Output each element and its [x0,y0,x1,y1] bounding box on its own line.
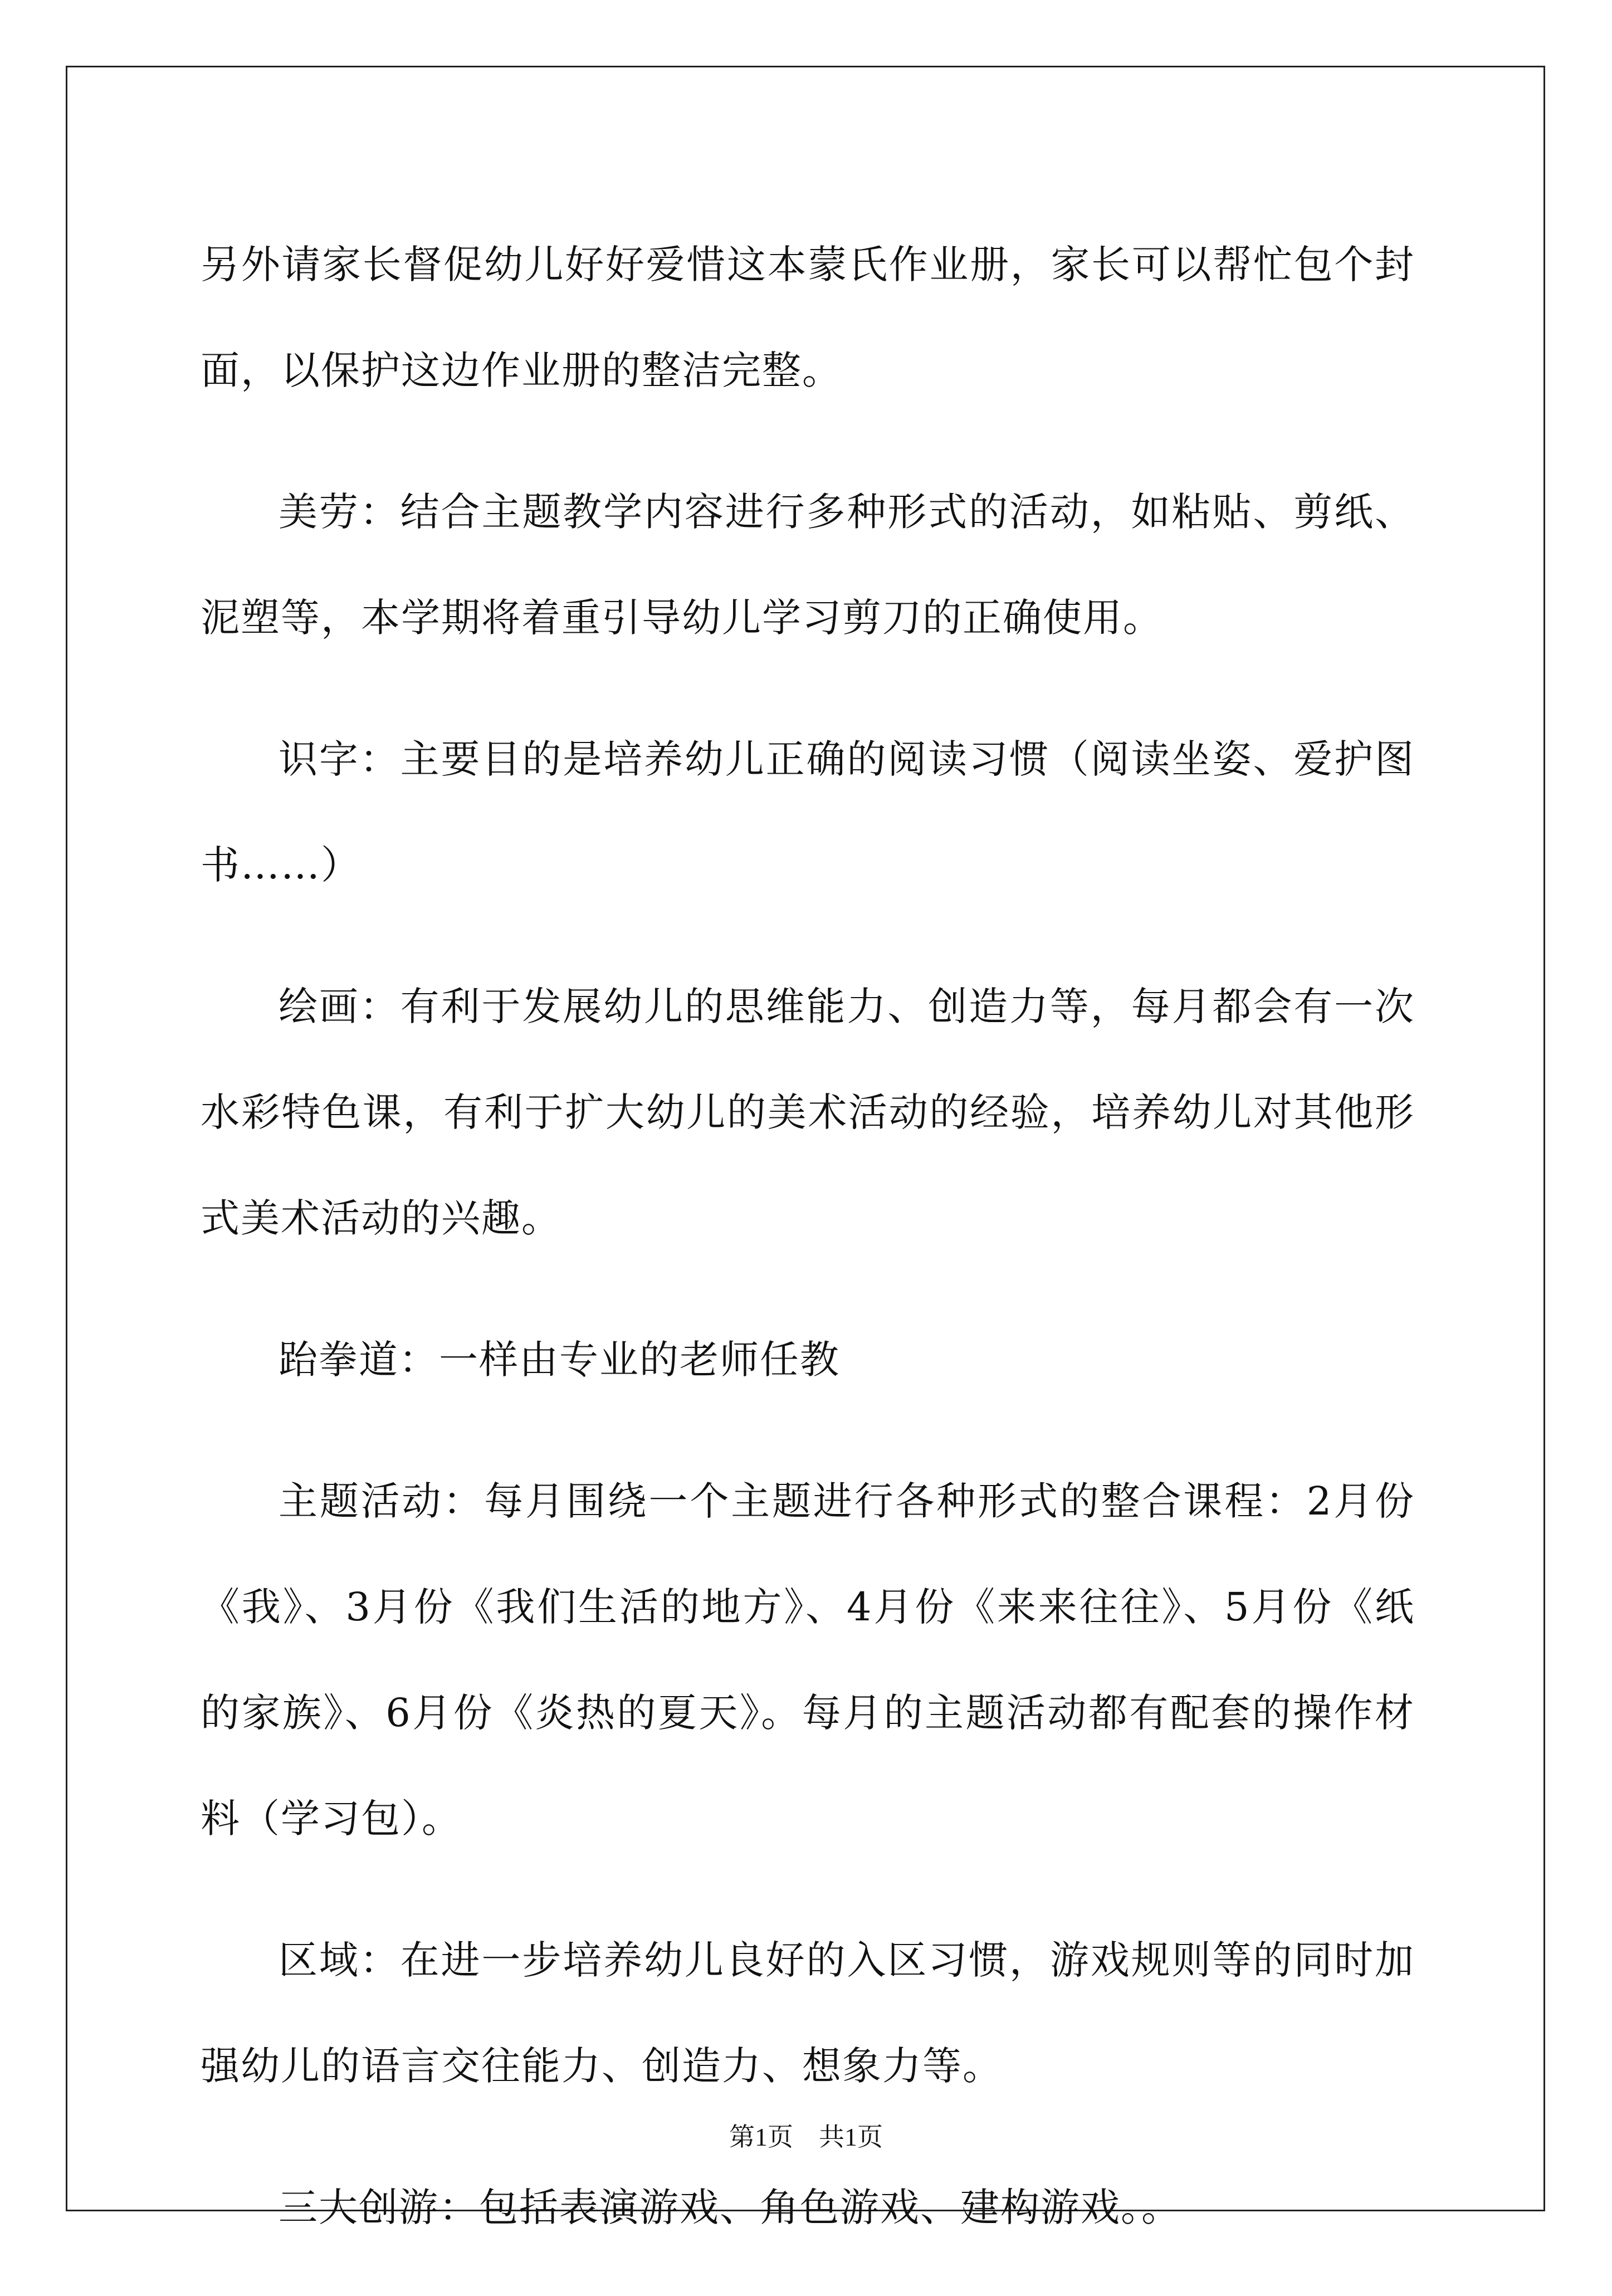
paragraph-theme-activities: 主题活动：每月围绕一个主题进行各种形式的整合课程：2月份《我》、3月份《我们生活的地方》、4月份《来来往往》、5月份《纸的家族》、6月份《炎热的夏天》。每月的主题活动都有配套的操作材料（学习包）。 [201,1478,1415,1841]
paragraph-painting: 绘画：有利于发展幼儿的思维能力、创造力等，每月都会有一次水彩特色课，有利于扩大幼儿的美术活动的经验，培养幼儿对其他形式美术活动的兴趣。 [201,984,1415,1241]
paragraph-taekwondo: 跆拳道：一样由专业的老师任教 [279,1337,840,1383]
paragraph-learning-areas: 区域：在进一步培养幼儿良好的入区习惯，游戏规则等的同时加强幼儿的语言交往能力、创造力、想象力等。 [201,1937,1415,2089]
paragraph-parent-note: 另外请家长督促幼儿好好爱惜这本蒙氏作业册，家长可以帮忙包个封面，以保护这边作业册的整洁完整。 [201,242,1415,393]
paragraph-creative-games: 三大创游：包括表演游戏、角色游戏、建构游戏。。 [279,2185,1181,2230]
paragraph-literacy: 识字：主要目的是培养幼儿正确的阅读习惯（阅读坐姿、爱护图书……） [201,736,1415,888]
page-number-footer: 第1页 共1页 [729,2123,883,2151]
paragraph-art-craft: 美劳：结合主题教学内容进行多种形式的活动，如粘贴、剪纸、泥塑等，本学期将着重引导幼儿学习剪刀的正确使用。 [201,489,1415,641]
document-body [201,212,1415,2296]
